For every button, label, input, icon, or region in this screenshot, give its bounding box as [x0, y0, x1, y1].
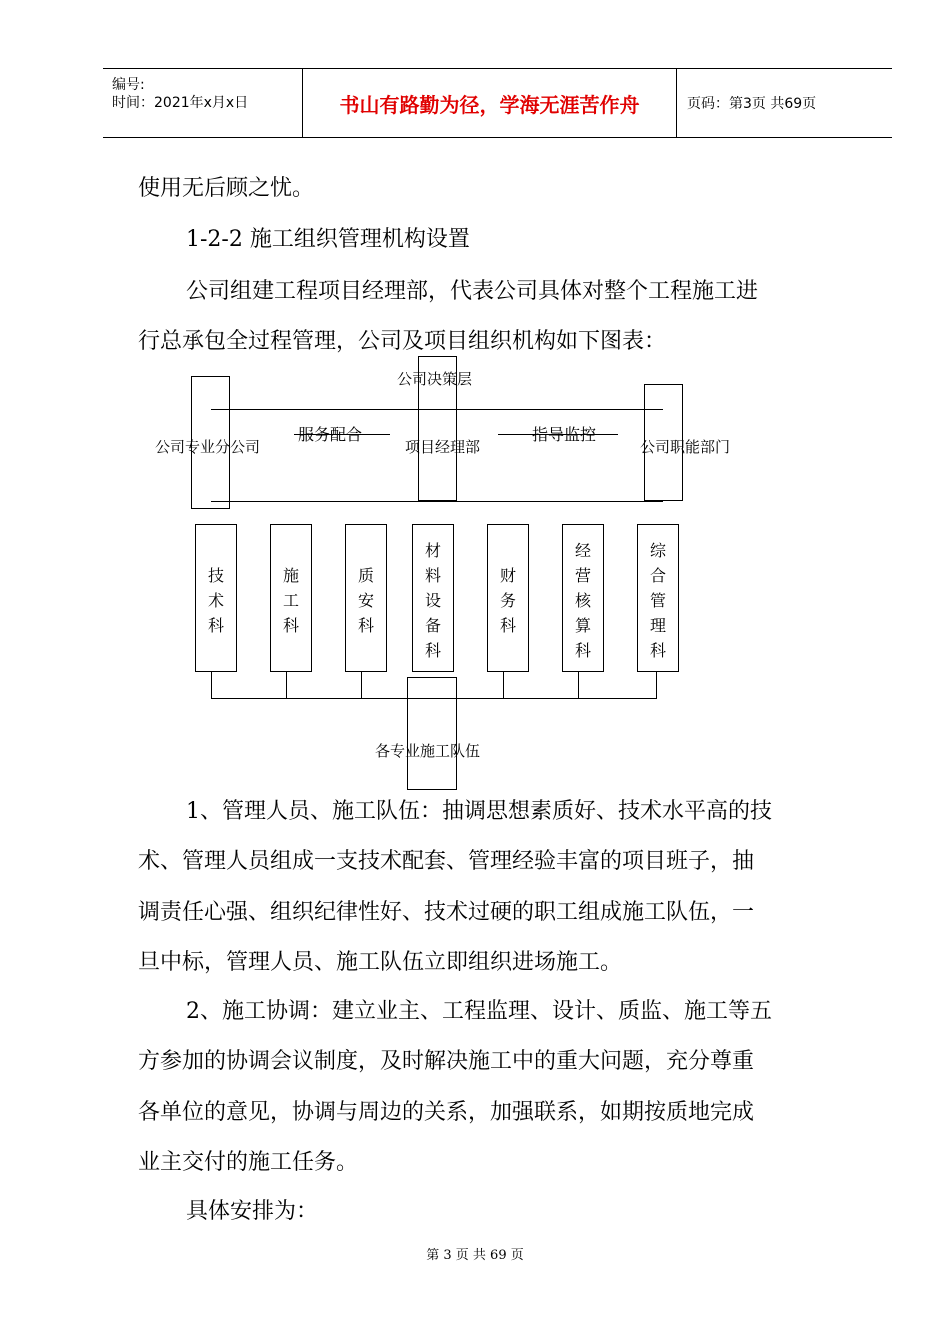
para2-line2: 术、管理人员组成一支技术配套、管理经验丰富的项目班子，抽 [138, 849, 755, 874]
node-top: 公司决策层 [397, 370, 473, 388]
node-right: 公司职能部门 [640, 438, 731, 456]
para3-line2: 方参加的协调会议制度，及时解决施工中的重大问题，充分尊重 [138, 1049, 755, 1074]
dept-quality: 质安科 [357, 566, 374, 635]
dept-construction: 施工科 [282, 566, 299, 635]
header-meta [103, 69, 303, 137]
para4: 具体安排为： [186, 1199, 319, 1224]
page-footer: 第 3 页 共 69 页 [426, 1248, 524, 1263]
dept-material: 材料设备科 [424, 541, 441, 660]
drop-2 [286, 672, 287, 699]
connector-top [211, 409, 663, 410]
dept-finance: 财务科 [499, 566, 516, 635]
drop-3 [361, 672, 362, 699]
link-right-label: 指导监控 [532, 425, 597, 444]
drop-6 [578, 672, 579, 699]
page-header [103, 68, 892, 138]
dept-operations: 经营核算科 [574, 541, 591, 660]
para3-line4: 业主交付的施工任务。 [138, 1150, 359, 1175]
link-left-label: 服务配合 [298, 425, 363, 444]
time-label: 时间：2021年x月x日 [112, 95, 249, 111]
dept-general: 综合管理科 [649, 541, 666, 660]
node-left: 公司专业分公司 [155, 438, 261, 456]
node-bottom: 各专业施工队伍 [375, 742, 481, 760]
box-bottom-teams [407, 677, 457, 790]
para3-line3: 各单位的意见，协调与周边的关系，加强联系，如期按质地完成 [138, 1100, 755, 1125]
para1-line2: 行总承包全过程管理，公司及项目组织机构如下图表： [138, 329, 667, 354]
drop-5 [503, 672, 504, 699]
code-label: 编号: [112, 77, 145, 93]
header-motto: 书山有路勤为径，学海无涯苦作舟 [303, 69, 677, 137]
drop-7 [656, 672, 657, 699]
header-page-info: 页码：第3页 共69页 [687, 96, 817, 112]
dept-tech: 技术科 [207, 566, 224, 635]
connector-mid [211, 501, 663, 502]
para3-line1: 2、施工协调：建立业主、工程监理、设计、质监、施工等五 [186, 999, 772, 1024]
text-line-1: 使用无后顾之忧。 [138, 176, 315, 201]
para2-line3: 调责任心强、组织纪律性好、技术过硬的职工组成施工队伍，一 [138, 900, 755, 925]
drop-1 [211, 672, 212, 699]
section-heading: 1-2-2 施工组织管理机构设置 [186, 227, 470, 252]
para2-line1: 1、管理人员、施工队伍：抽调思想素质好、技术水平高的技 [186, 799, 772, 824]
node-center: 项目经理部 [405, 438, 481, 456]
para2-line4: 旦中标，管理人员、施工队伍立即组织进场施工。 [138, 950, 623, 975]
para1-line1: 公司组建工程项目经理部，代表公司具体对整个工程施工进 [186, 279, 759, 304]
